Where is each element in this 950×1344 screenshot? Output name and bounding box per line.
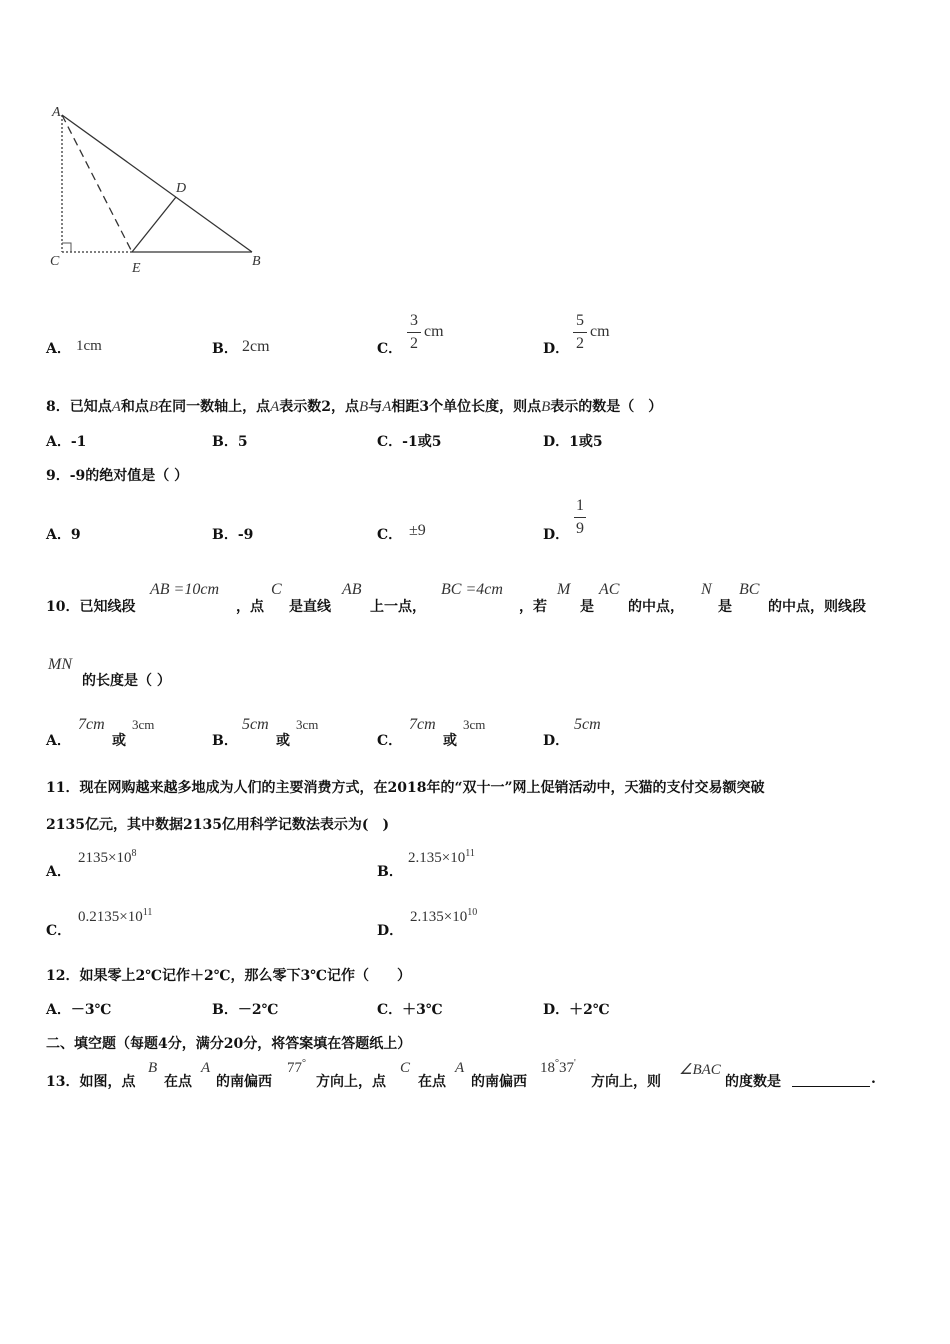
q10-option-c-or: 或 [443,733,457,749]
q8-stem: 8．已知点A和点B在同一数轴上，点A表示数2，点B与A相距3个单位长度，则点B表示的数是（ ） [46,399,663,415]
angle-2: 18°37' [540,1058,576,1076]
label-b: B [252,254,261,269]
q7-option-a-text: 1cm [76,338,102,354]
q10-option-a-v2: 3cm [132,717,155,732]
q11-option-b-value: $2.135\times 10^{11}$ [408,848,475,866]
q10-option-c-letter[interactable]: C． [377,733,403,749]
q10-option-a-v1: 7cm [78,716,105,733]
q9-option-b[interactable]: B．-9 [212,527,254,543]
q12-option-b[interactable]: B．－2℃ [212,1002,279,1018]
fraction-numerator: 5 [576,312,584,329]
q7-option-d-letter[interactable]: D． [543,341,570,357]
q11-option-d-letter[interactable]: D． [377,923,404,939]
fraction-numerator: 1 [576,497,584,514]
fraction-numerator: 3 [410,312,418,329]
q10-option-b-v2: 3cm [296,717,319,732]
fraction-denominator: 2 [576,335,584,352]
q8-option-a[interactable]: A．-1 [46,434,87,450]
q11-option-c-value: $0.2135\times 10^{11}$ [78,907,153,925]
label-c: C [50,254,60,269]
q7-option-a-letter[interactable]: A． [46,341,71,357]
triangle-figure [40,95,280,280]
q11-option-c-letter[interactable]: C． [46,923,72,939]
q7-option-c-unit: cm [424,323,444,340]
q10-option-b-letter[interactable]: B． [212,733,238,749]
q8-option-d[interactable]: D．1或5 [543,434,603,450]
q8-option-c[interactable]: C．-1或5 [377,434,442,450]
label-e: E [132,261,141,276]
fraction-denominator: 2 [410,335,418,352]
q10-option-b-v1: 5cm [242,716,269,733]
segment-ae [62,115,132,252]
q9-stem: 9．-9的绝对值是（ ） [46,468,189,484]
q9-option-d-fraction [574,497,586,538]
q12-option-a[interactable]: A．－3℃ [46,1002,112,1018]
q9-option-d-letter[interactable]: D． [543,527,570,543]
q11-option-d-value: $2.135\times 10^{10}$ [410,907,478,925]
q10-option-b-or: 或 [276,733,290,749]
q7-option-d-fraction [573,312,587,353]
q11-stem-line1: 11．现在网购越来越多地成为人们的主要消费方式，在2018年的“双十一”网上促销活动中，天猫的支付交易额突破 [46,780,765,796]
q10-option-a-letter[interactable]: A． [46,733,71,749]
q10-option-c-v2: 3cm [463,717,486,732]
q7-option-b-letter[interactable]: B． [212,341,238,357]
q11-stem-line2: 2135亿元，其中数据2135亿用科学记数法表示为( ) [46,817,390,833]
q10-option-d-letter[interactable]: D． [543,733,570,749]
q7-option-b-text: 2cm [242,338,270,355]
q10-option-c-v1: 7cm [409,716,436,733]
q7-option-d-unit: cm [590,323,610,340]
answer-blank[interactable] [792,1074,870,1087]
q10-option-d-v1: 5cm [574,716,601,733]
q9-option-c-letter[interactable]: C． [377,527,403,543]
q7-option-c-letter[interactable]: C． [377,341,403,357]
fraction-denominator: 9 [576,520,584,537]
q9-option-a[interactable]: A．9 [46,527,81,543]
right-angle-mark [62,243,71,252]
label-a: A [52,105,61,120]
q11-option-b-letter[interactable]: B． [377,864,403,880]
q11-option-a-value: $2135\times 10^8$ [78,848,137,866]
side-ab [62,115,252,252]
label-d: D [176,181,187,196]
q12-option-c[interactable]: C．＋3℃ [377,1002,443,1018]
q11-option-a-letter[interactable]: A． [46,864,71,880]
section-heading: 二、填空题（每题4分，满分20分，将答案填在答题纸上） [46,1036,412,1052]
q7-option-c-fraction [407,312,421,353]
segment-ed [132,197,176,252]
angle-1: 77° [287,1058,306,1076]
q9-option-c-text: ±9 [409,522,426,539]
q12-stem: 12．如果零上2℃记作＋2℃，那么零下3℃记作（ ） [46,968,412,984]
q8-option-b[interactable]: B．5 [212,434,248,450]
q10-option-a-or: 或 [112,733,126,749]
q12-option-d[interactable]: D．＋2℃ [543,1002,610,1018]
